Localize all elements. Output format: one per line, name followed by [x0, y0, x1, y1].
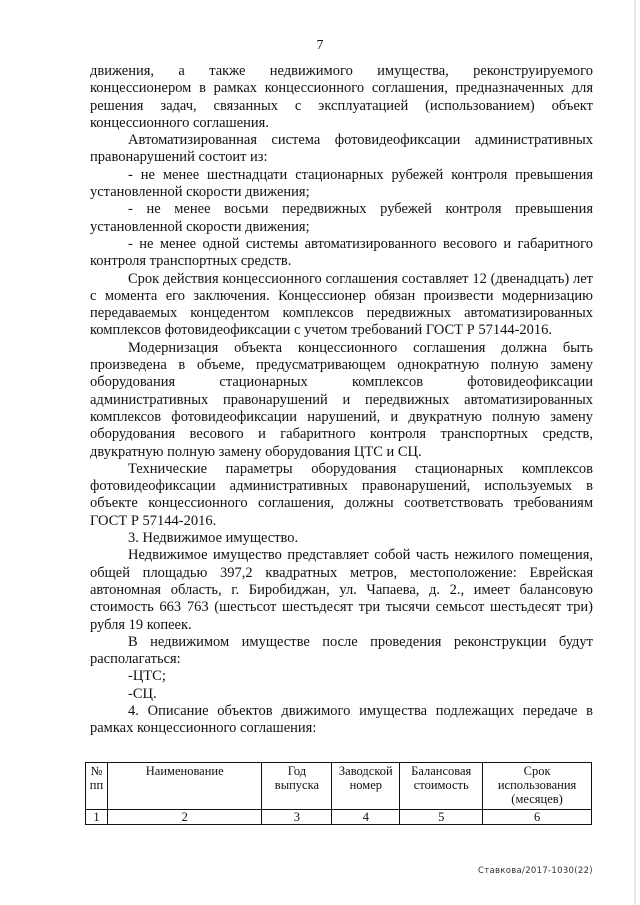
- section-heading: 3. Недвижимое имущество.: [128, 530, 299, 547]
- page-number: 7: [316, 38, 324, 53]
- list-item: - не менее восьми передвижных рубежей контроля превышения установленной скорости движения;: [90, 201, 593, 235]
- paragraph-line: движения, а также недвижимого имущества, реконструируемого: [90, 63, 593, 79]
- table-cell: 5: [400, 810, 483, 825]
- table-row: [86, 810, 592, 825]
- paragraph: В недвижимом имуществе после проведения реконструкции будут располагаться:: [90, 633, 593, 668]
- paragraph-line: решения задач, связанных с эксплуатацией (использованием) объект: [90, 97, 593, 114]
- paragraph: Автоматизированная система фотовидеофиксации административных правонарушений состоит из:: [90, 132, 593, 166]
- movable-property-table: [85, 762, 592, 825]
- table-header-row: [86, 763, 592, 810]
- header-cell-serial: Заводской номер: [332, 763, 400, 810]
- document-footer-code: Ставкова/2017-1030(22): [478, 866, 593, 876]
- document-body: [90, 63, 593, 738]
- header-cell-number: № пп: [86, 763, 108, 810]
- section-heading: 4. Описание объектов движимого имущества подлежащих передаче в рамках концессионного соглашения:: [90, 702, 593, 737]
- paragraph: Недвижимое имущество представляет собой часть нежилого помещения, общей площадью 397,2 квадратных метров, местоположение: Еврейская автономная область, г. Биробиджан, ул. Чапаева, д. 2., имеет балансовую стоимость 663 763 (шестьсот шестьдесят три тысячи семьсот шестьдесят три) рубля 19 копеек.: [90, 547, 593, 633]
- header-cell-term: Срок использования (месяцев): [483, 763, 592, 810]
- table-cell: 6: [483, 810, 592, 825]
- table-cell: 4: [332, 810, 400, 825]
- list-item: - не менее одной системы автоматизированного весового и габаритного контроля транспортных средств.: [90, 235, 593, 270]
- paragraph-line: концессионного соглашения.: [90, 114, 269, 131]
- table-cell: 1: [86, 810, 108, 825]
- table-cell: 3: [262, 810, 332, 825]
- paragraph: Модернизация объекта концессионного соглашения должна быть произведена в объеме, предусматривающем однократную полную замену оборудования стационарных комплексов фотовидеофиксации административных правонарушений и передвижных автоматизированных комплексов фотовидеофиксации нарушений, и двукратную полную замену оборудования весового и габаритного контроля транспортных средств, двукратную полную замену оборудования ЦТС и СЦ.: [90, 339, 593, 460]
- list-item: - не менее шестнадцати стационарных рубежей контроля превышения установленной скорости движения;: [90, 166, 593, 201]
- header-cell-year: Год выпуска: [262, 763, 332, 810]
- paragraph: Срок действия концессионного соглашения составляет 12 (двенадцать) лет с момента его заключения. Концессионер обязан произвести модернизацию передаваемых концедентом комплексов передвижных автоматизированных комплексов фотовидеофиксации с учетом требований ГОСТ Р 57144-2016.: [90, 270, 593, 339]
- list-item: -ЦТС;: [128, 668, 166, 685]
- header-cell-name: Наименование: [107, 763, 262, 810]
- table-cell: 2: [107, 810, 262, 825]
- scan-edge: [634, 0, 636, 905]
- paragraph: Технические параметры оборудования стационарных комплексов фотовидеофиксации административных правонарушений, используемых в объекте концессионного соглашения, должны соответствовать требованиям ГОСТ Р 57144-2016.: [90, 460, 593, 529]
- paragraph-line: концессионером в рамках концессионного соглашения, предназначенных для: [90, 80, 593, 97]
- list-item: -СЦ.: [128, 685, 157, 702]
- header-cell-cost: Балансовая стоимость: [400, 763, 483, 810]
